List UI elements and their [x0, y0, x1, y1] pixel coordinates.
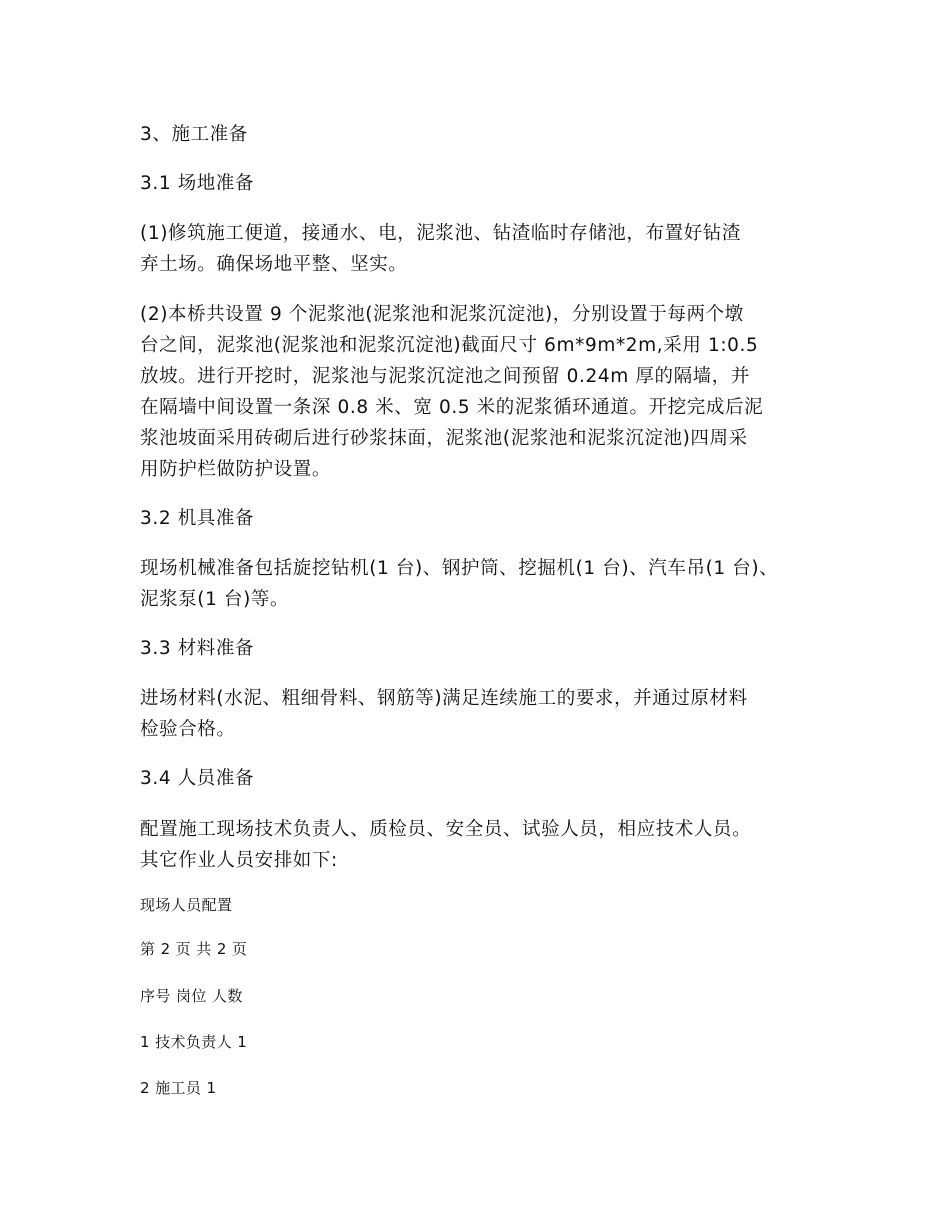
paragraph-3-line-2: 泥浆泵(1 台)等。	[140, 589, 290, 610]
table-row: 1 技术负责人 1	[140, 1033, 248, 1051]
subsection-heading-3-2: 3.2 机具准备	[140, 508, 255, 529]
paragraph-2-line-2: 台之间，泥浆池(泥浆池和泥浆沉淀池)截面尺寸 6m*9m*2m,采用 1:0.5	[140, 335, 759, 356]
table-row: 2 施工员 1	[140, 1079, 217, 1097]
subsection-heading-3-3: 3.3 材料准备	[140, 638, 255, 659]
paragraph-4-line-1: 进场材料(水泥、粗细骨料、钢筋等)满足连续施工的要求，并通过原材料	[140, 688, 748, 709]
paragraph-2-line-1: (2)本桥共设置 9 个泥浆池(泥浆池和泥浆沉淀池)，分别设置于每两个墩	[140, 304, 744, 325]
paragraph-1-line-1: (1)修筑施工便道，接通水、电，泥浆池、钻渣临时存储池，布置好钻渣	[140, 223, 742, 244]
paragraph-3-line-1: 现场机械准备包括旋挖钻机(1 台)、钢护筒、挖掘机(1 台)、汽车吊(1 台)、	[140, 558, 779, 579]
paragraph-2-line-4: 在隔墙中间设置一条深 0.8 米、宽 0.5 米的泥浆循环通道。开挖完成后泥	[140, 397, 764, 418]
section-heading-3: 3、施工准备	[140, 124, 248, 145]
table-header: 序号 岗位 人数	[140, 987, 243, 1005]
paragraph-1-line-2: 弃土场。确保场地平整、坚实。	[140, 254, 408, 275]
paragraph-2-line-6: 用防护栏做防护设置。	[140, 459, 332, 480]
page-marker: 第 2 页 共 2 页	[140, 940, 248, 958]
paragraph-2-line-3: 放坡。进行开挖时，泥浆池与泥浆沉淀池之间预留 0.24m 厚的隔墙，并	[140, 366, 750, 387]
paragraph-2-line-5: 浆池坡面采用砖砌后进行砂浆抹面，泥浆池(泥浆池和泥浆沉淀池)四周采	[140, 428, 748, 449]
paragraph-5-line-1: 配置施工现场技术负责人、质检员、安全员、试验人员，相应技术人员。	[140, 819, 752, 840]
paragraph-5-line-2: 其它作业人员安排如下:	[140, 850, 338, 871]
table-caption: 现场人员配置	[140, 896, 233, 914]
subsection-heading-3-1: 3.1 场地准备	[140, 173, 255, 194]
paragraph-4-line-2: 检验合格。	[140, 719, 236, 740]
subsection-heading-3-4: 3.4 人员准备	[140, 768, 255, 789]
